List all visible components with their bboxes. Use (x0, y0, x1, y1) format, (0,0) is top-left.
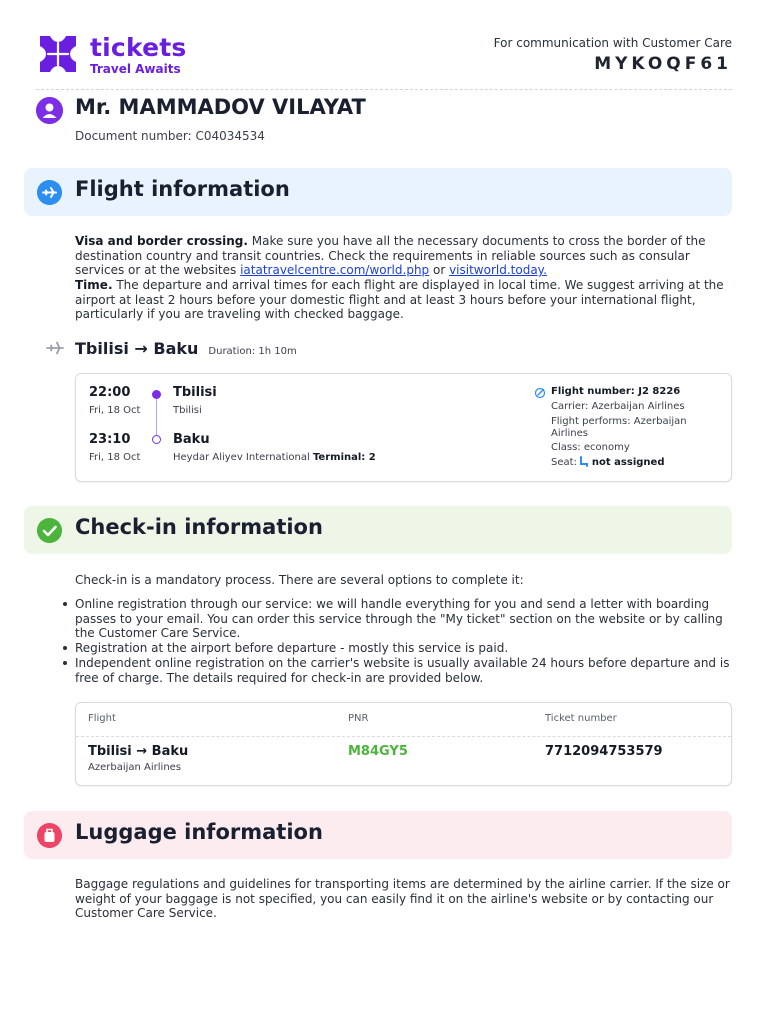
brand-tagline: Travel Awaits (90, 62, 181, 76)
luggage-icon (37, 823, 62, 848)
departure-time: 22:00 (89, 385, 131, 400)
plane-icon (46, 341, 64, 355)
luggage-text: Baggage regulations and guidelines for transporting items are determined by the airline carrier. If the size or weight of your baggage is not specified, you can easily find it on the airline's website or by contacting our Customer Care Service. (75, 877, 730, 921)
airplane-icon (37, 180, 62, 205)
row-pnr: M84GY5 (348, 744, 408, 759)
checkin-option-online-service: Online registration through our service: we will handle everything for you and send a letter with boarding passes to your email. You can order this service through the "My ticket" section on the website or by calling the Customer Care Service. (75, 597, 735, 641)
brand-name: tickets (90, 33, 187, 62)
header-flight: Flight (88, 713, 116, 724)
passenger-name: Mr. MAMMADOV VILAYAT (75, 95, 366, 119)
table-header-divider (76, 736, 731, 737)
carrier: Carrier: Azerbaijan Airlines (551, 401, 685, 412)
row-airline: Azerbaijan Airlines (88, 762, 182, 773)
visa-title: Visa and border crossing. (75, 234, 248, 248)
customer-care-block (494, 36, 732, 74)
visitworld-link[interactable]: visitworld.today. (449, 263, 547, 278)
iata-link[interactable]: iatatravelcentre.com/world.php (240, 263, 430, 278)
departure-city: Tbilisi (173, 385, 217, 400)
checkin-options-list (75, 597, 735, 685)
header-divider (36, 89, 732, 90)
arrival-airport: Heydar Aliyev International (173, 452, 310, 463)
tickets-logo-icon (36, 34, 80, 74)
header-pnr: PNR (348, 713, 369, 724)
departure-airport: Tbilisi (173, 405, 202, 416)
flight-information-header (24, 168, 732, 216)
arrival-dot (152, 435, 161, 444)
flight-performs: Flight performs: Azerbaijan Airlines (551, 416, 687, 439)
arrival-city: Baku (173, 432, 210, 447)
route-timeline (156, 399, 157, 435)
departure-date: Fri, 18 Oct (89, 405, 141, 416)
flight-card (75, 373, 732, 482)
customer-care-label: For communication with Customer Care (493, 36, 732, 50)
checkmark-icon (37, 518, 62, 543)
flight-number: Flight number: J2 8226 (551, 386, 681, 397)
brand-logo (36, 34, 186, 75)
time-paragraph (75, 278, 735, 322)
visa-paragraph (75, 234, 735, 278)
row-flight: Tbilisi → Baku (88, 744, 189, 759)
checkin-information-title: Check-in information (75, 515, 323, 539)
time-text: The departure and arrival times for each flight are displayed in local time. We suggest arriving at the airport at least 2 hours before your domestic flight and at least 3 hours before your international flight, particularly if you are traveling with checked baggage. (75, 278, 724, 322)
checkin-information-header (24, 506, 732, 554)
route-heading (46, 339, 297, 358)
checkin-option-airport: Registration at the airport before departure - mostly this service is paid. (75, 641, 735, 656)
arrival-terminal: Terminal: 2 (312, 452, 376, 463)
route-title: Tbilisi → Baku (75, 339, 199, 358)
flight-information-title: Flight information (75, 177, 290, 201)
class-of-service: Class: economy (551, 442, 630, 453)
route-duration: Duration: 1h 10m (208, 346, 297, 357)
seat-label: Seat: (551, 457, 577, 468)
visa-text: Make sure you have all the necessary documents to cross the border of the destination country and transit countries. Check the requirements in reliable sources such as consular services or at the websites (75, 234, 706, 278)
pnr-table (75, 702, 732, 786)
arrival-date: Fri, 18 Oct (89, 452, 141, 463)
seat-value: not assigned (591, 457, 665, 468)
link-or: or (429, 263, 450, 278)
user-icon (36, 97, 63, 124)
checkin-option-carrier-website: Independent online registration on the carrier's website is usually available 24 hours before departure and is free of charge. The details required for check-in are provided below. (75, 656, 735, 685)
departure-dot (152, 390, 161, 399)
row-ticket-number: 7712094753579 (545, 744, 663, 759)
arrival-airport-line (173, 452, 376, 463)
time-title: Time. (75, 278, 113, 292)
arrival-time: 23:10 (89, 432, 131, 447)
luggage-information-header (24, 811, 732, 859)
booking-code: MYKOQF61 (594, 54, 732, 74)
flight-number-icon (534, 387, 546, 399)
luggage-information-title: Luggage information (75, 820, 323, 844)
checkin-intro: Check-in is a mandatory process. There are several options to complete it: (75, 573, 524, 587)
seat-line (551, 456, 721, 469)
header-ticket-number: Ticket number (545, 713, 617, 724)
seat-icon (579, 456, 589, 467)
document-number: Document number: C04034534 (75, 129, 265, 143)
